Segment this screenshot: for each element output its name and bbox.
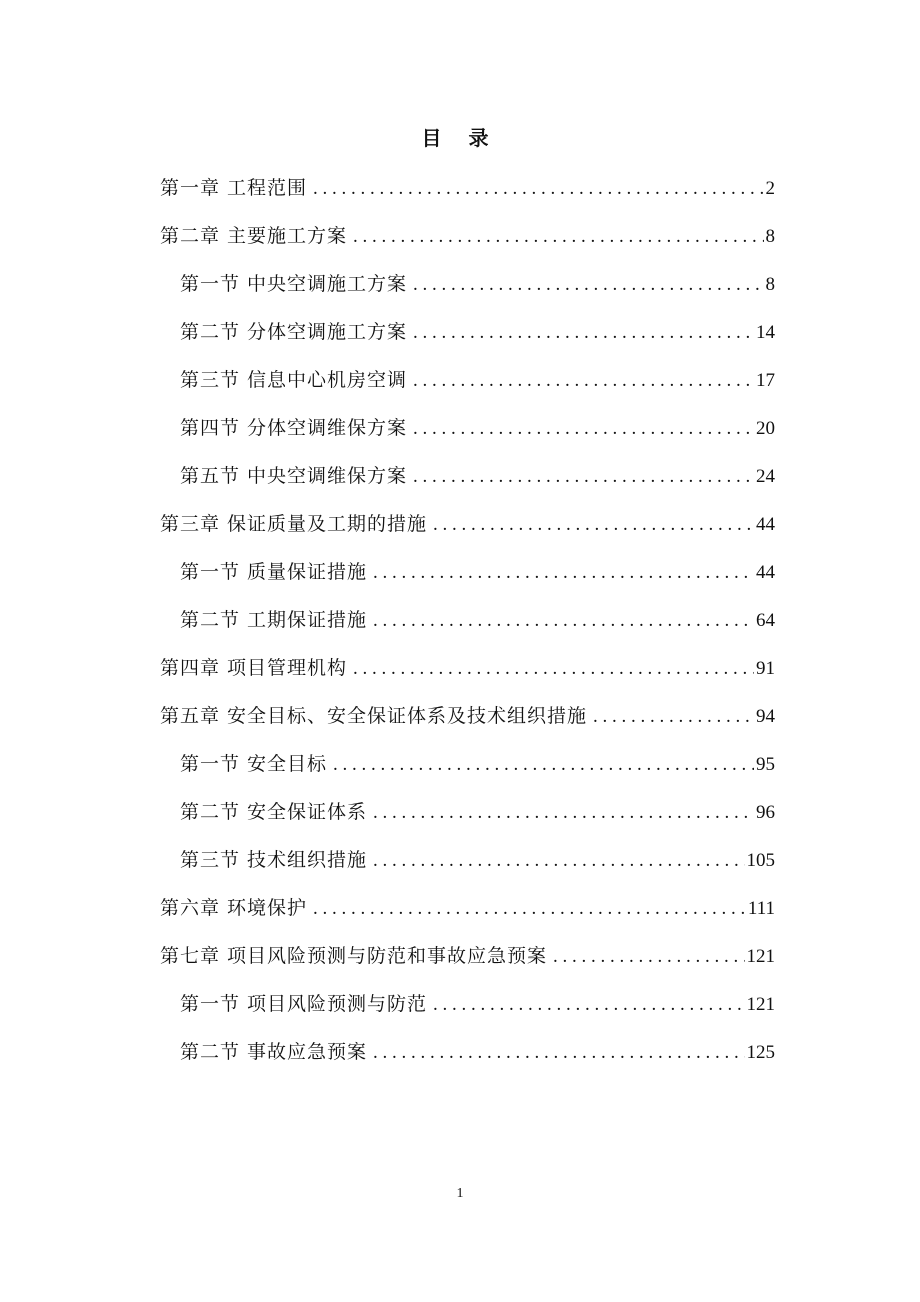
toc-leader-dots: [373, 606, 754, 636]
toc-entry-section-2-3[interactable]: [180, 365, 775, 395]
toc-entry-page: 8: [765, 274, 775, 295]
toc-entry-page: 17: [756, 370, 775, 391]
toc-leader-dots: [373, 558, 754, 588]
toc-leader-dots: [373, 1038, 744, 1068]
toc-entry-page: 2: [765, 178, 775, 199]
toc-entry-label: 第五节 中央空调维保方案: [180, 465, 408, 487]
toc-entry-page: 44: [756, 514, 775, 535]
toc-entry-page: 125: [746, 1042, 775, 1063]
toc-entry-section-7-2[interactable]: [180, 1037, 775, 1067]
toc-entry-section-2-1[interactable]: [180, 269, 775, 299]
toc-leader-dots: [373, 846, 744, 876]
toc-entry-chapter-3[interactable]: [160, 509, 775, 539]
toc-entry-label: 第二节 安全保证体系: [180, 801, 368, 823]
toc-entry-section-2-5[interactable]: [180, 461, 775, 491]
toc-entry-page: 8: [765, 226, 775, 247]
toc-entry-chapter-2[interactable]: [160, 221, 775, 251]
toc-entry-page: 121: [746, 994, 775, 1015]
toc-entry-label: 第二节 工期保证措施: [180, 609, 368, 631]
toc-leader-dots: [433, 990, 744, 1020]
toc-entry-page: 91: [756, 658, 775, 679]
toc-entry-label: 第二章 主要施工方案: [160, 225, 348, 247]
toc-entry-section-3-2[interactable]: [180, 605, 775, 635]
toc-entry-label: 第一章 工程范围: [160, 177, 308, 199]
toc-leader-dots: [553, 942, 744, 972]
toc-entry-chapter-4[interactable]: [160, 653, 775, 683]
toc-entry-section-5-2[interactable]: [180, 797, 775, 827]
toc-leader-dots: [413, 414, 754, 444]
toc-entry-page: 94: [756, 706, 775, 727]
toc-leader-dots: [413, 366, 754, 396]
toc-entry-label: 第一节 安全目标: [180, 753, 328, 775]
toc-entry-label: 第五章 安全目标、安全保证体系及技术组织措施: [160, 705, 588, 727]
toc-entry-label: 第一节 质量保证措施: [180, 561, 368, 583]
toc-entry-label: 第三章 保证质量及工期的措施: [160, 513, 428, 535]
toc-entry-page: 24: [756, 466, 775, 487]
toc-leader-dots: [413, 462, 754, 492]
toc-entry-section-5-1[interactable]: [180, 749, 775, 779]
toc-entry-chapter-7[interactable]: [160, 941, 775, 971]
toc-entry-page: 64: [756, 610, 775, 631]
toc-entry-section-3-1[interactable]: [180, 557, 775, 587]
toc-entry-section-7-1[interactable]: [180, 989, 775, 1019]
toc-leader-dots: [353, 222, 763, 252]
toc-entry-page: 96: [756, 802, 775, 823]
toc-leader-dots: [413, 318, 754, 348]
toc-leader-dots: [313, 174, 763, 204]
toc-leader-dots: [333, 750, 754, 780]
toc-entry-page: 105: [746, 850, 775, 871]
toc-entry-label: 第四章 项目管理机构: [160, 657, 348, 679]
toc-entry-label: 第三节 技术组织措施: [180, 849, 368, 871]
toc-leader-dots: [433, 510, 754, 540]
toc-entry-section-2-2[interactable]: [180, 317, 775, 347]
toc-entry-label: 第四节 分体空调维保方案: [180, 417, 408, 439]
toc-entry-label: 第二节 事故应急预案: [180, 1041, 368, 1063]
footer-page-number: 1: [456, 1186, 464, 1201]
toc-entry-chapter-1[interactable]: [160, 173, 775, 203]
toc-entry-section-5-3[interactable]: [180, 845, 775, 875]
toc-leader-dots: [373, 798, 754, 828]
toc-entry-label: 第六章 环境保护: [160, 897, 308, 919]
toc-entry-label: 第二节 分体空调施工方案: [180, 321, 408, 343]
toc-leader-dots: [413, 270, 763, 300]
toc-entry-page: 95: [756, 754, 775, 775]
toc-entry-chapter-5[interactable]: [160, 701, 775, 731]
toc-entry-page: 111: [747, 898, 775, 919]
toc-entry-label: 第一节 项目风险预测与防范: [180, 993, 428, 1015]
toc-entry-page: 44: [756, 562, 775, 583]
toc-entry-section-2-4[interactable]: [180, 413, 775, 443]
toc-leader-dots: [313, 894, 746, 924]
toc-entry-chapter-6[interactable]: [160, 893, 775, 923]
toc-entry-label: 第一节 中央空调施工方案: [180, 273, 408, 295]
toc-entry-page: 121: [746, 946, 775, 967]
toc-entry-label: 第七章 项目风险预测与防范和事故应急预案: [160, 945, 548, 967]
toc-entry-page: 20: [756, 418, 775, 439]
toc-title: 目 录: [421, 126, 499, 150]
toc-leader-dots: [353, 654, 754, 684]
toc-leader-dots: [593, 702, 754, 732]
toc-entry-page: 14: [756, 322, 775, 343]
toc-entry-label: 第三节 信息中心机房空调: [180, 369, 408, 391]
